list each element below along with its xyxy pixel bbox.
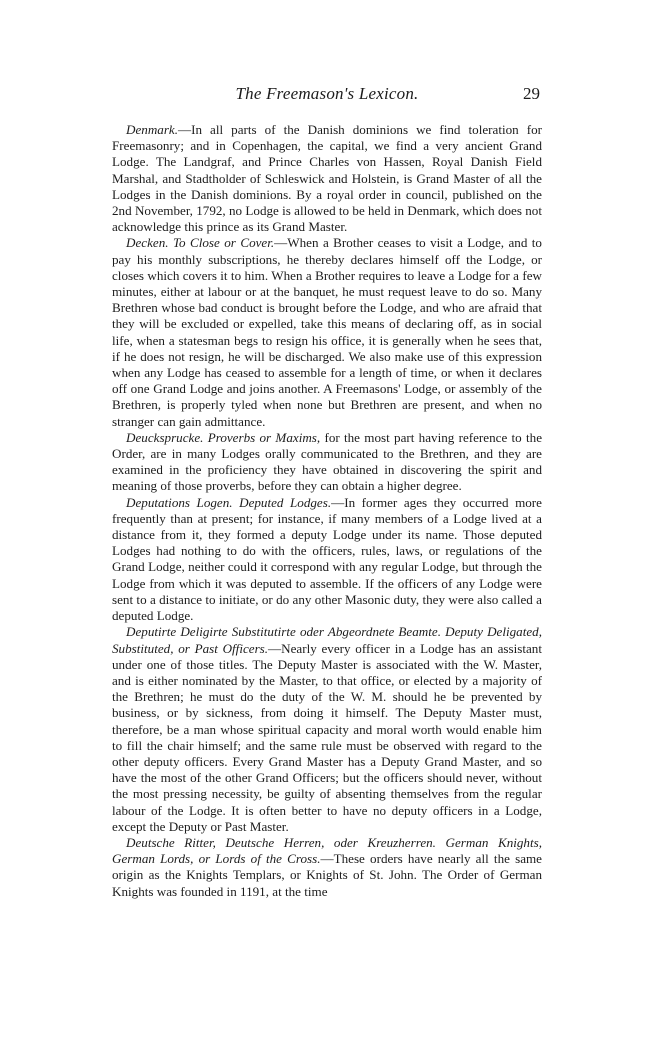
entry-term: Decken. To Close or Cover. [126, 235, 275, 251]
entry-deputirte [112, 624, 542, 835]
running-title: The Freemason's Lexicon. [235, 84, 419, 103]
entry-text: —In former ages they occurred more frequently than at present; for instance, if many members of a Lodge lived at a distance from it, they formed a deputy Lodge under its name. Those deputed Lodges had nothing to do with the officers, rules, laws, or regulations of the Grand Lodge, neither could it correspond with any regular Lodge, but through the Lodge from which it was deputed to assemble. If the officers of any Lodge were sent to a distance to initiate, or do any other Masonic duty, they were also called a deputed Lodge. [112, 494, 542, 624]
lexicon-text [112, 122, 542, 900]
entry-text: —Nearly every officer in a Lodge has an assistant under one of those titles. The Deputy Master is associated with the W. Master, and is either nominated by the Master, to that office, or elected by a majority of the Brethren; he must do the duty of the W. M. should he be prevented by business, or by sickness, from doing it himself. The Deputy Master must, therefore, be a man whose spiritual capacity and moral worth would enable him to fill the chair himself; and the same rule must be observed with regard to the other deputy officers. Every Grand Master has a Deputy Grand Master, and so have the most of the other Grand Officers; but the officers should never, without the most pressing necessity, be guilty of absenting themselves from the regular labour of the Lodge. It is often better to have no deputy officers in a Lodge, except the Deputy or Past Master. [112, 640, 542, 834]
page-header [112, 84, 542, 108]
entry-deputations-logen [112, 495, 542, 625]
entry-term: Deucksprucke. Proverbs or Maxims, [126, 429, 321, 445]
page-number: 29 [523, 84, 540, 103]
entry-deucksprucke [112, 430, 542, 495]
entry-text: for the most part having reference to the Order, are in many Lodges orally communicated to the Brethren, and they are examined in the proficiency they have obtained in discovering the spirit and meaning of those proverbs, before they can obtain a higher degree. [112, 429, 543, 494]
entry-text: —When a Brother ceases to visit a Lodge, and to pay his monthly subscriptions, he thereby declares himself off the Lodge, or closes which covers it to him. When a Brother requires to leave a Lodge for a few minutes, either at labour or at the banquet, he must request leave to do so. Many Brethren whose bad conduct is brought before the Lodge, and who are afraid that they will be excluded or expelled, take this means of declaring off, as in social life, when a statesman begs to resign his office, it is generally when he sees that, if he does not resign, he will be discharged. We also make use of this expression when any Lodge has ceased to assemble for a length of time, or when it declares off one Grand Lodge and joins another. A Freemasons' Lodge, or assembly of the Brethren, is properly tyled when none but Brethren are present, and when no stranger can gain admittance. [112, 235, 542, 429]
entry-term: Denmark. [126, 122, 178, 137]
entry-term: Deutsche Ritter, Deutsche Herren, oder Kreuzherren. German Knights, German Lords, or Lords of the Cross. [112, 834, 542, 867]
entry-text: —These orders have nearly all the same origin as the Knights Templars, or Knights of St. John. The Order of German Knights was founded in 1191, at the time [112, 851, 542, 899]
entry-deutsche-ritter [112, 835, 542, 900]
entry-text: —In all parts of the Danish dominions we find toleration for Freemasonry; and in Copenhagen, the capital, we find a very ancient Grand Lodge. The Landgraf, and Prince Charles von Hassen, Royal Danish Field Marshal, and Stadtholder of Schleswick and Holstein, is Grand Master of all the Lodges in the Danish dominions. By a royal order in council, published on the 2nd November, 1792, no Lodge is allowed to be held in Denmark, which does not acknowledge this prince as its Grand Master. [112, 122, 542, 235]
entry-term: Deputirte Deligirte Substitutirte oder Abgeordnete Beamte. Deputy Deligated, Substituted, or Past Officers. [112, 624, 542, 656]
entry-denmark [112, 122, 542, 235]
book-page [112, 84, 542, 900]
entry-term: Deputations Logen. Deputed Lodges. [126, 494, 332, 510]
entry-decken [112, 235, 542, 429]
